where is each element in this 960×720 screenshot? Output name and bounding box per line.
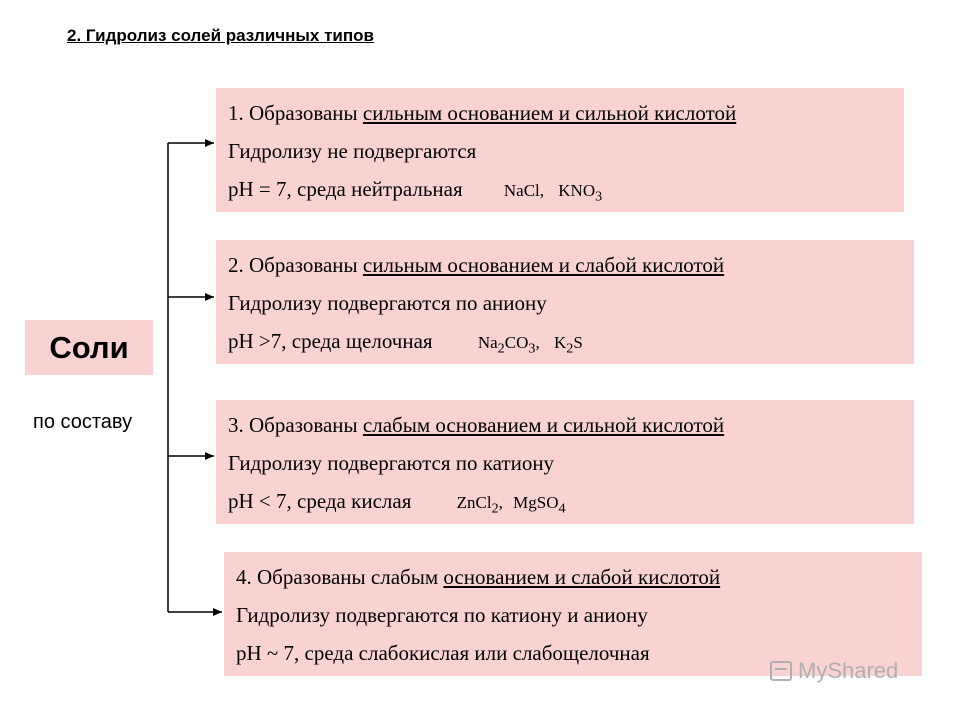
watermark-text: MyShared (798, 658, 899, 683)
watermark (770, 658, 898, 684)
formula-nacl: NaCl, (503, 181, 545, 200)
box-1-ph (228, 170, 904, 215)
box-4-prefix: 4. Образованы слабым (236, 565, 444, 589)
box-3-underlined: слабым основанием и сильной кислотой (362, 413, 725, 437)
formula-k2s-s: S (573, 333, 583, 352)
formula-kno3 (558, 181, 603, 205)
salt-type-box-1 (216, 88, 904, 212)
box-1-ph-text: pH = 7, среда нейтральная (228, 177, 463, 201)
formula-kno3-base: KNO (558, 181, 596, 200)
box-1-formation (228, 94, 904, 132)
formula-zncl2 (456, 493, 503, 517)
box-3-ph-text: pH < 7, среда кислая (228, 489, 412, 513)
box-4-underlined: основанием и слабой кислотой (443, 565, 721, 589)
formula-zncl2-comma: , (498, 493, 503, 512)
formula-na2co3-co: CO (504, 333, 529, 352)
box-2-hydrolysis: Гидролизу подвергаются по аниону (228, 291, 547, 315)
box-2-formation (228, 246, 914, 284)
box-3-formulas (456, 493, 566, 517)
root-caption: по составу (33, 411, 133, 433)
box-1-hydrolysis: Гидролизу не подвергаются (228, 139, 477, 163)
formula-mgso4-sub: 4 (558, 500, 566, 517)
formula-k2s-k: K (553, 333, 567, 352)
box-3-ph (228, 482, 914, 527)
formula-zncl2-base: ZnCl (456, 493, 492, 512)
box-4-hydrolysis: Гидролизу подвергаются по катиону и аниону (236, 603, 648, 627)
box-4-ph: pH ~ 7, среда слабокислая или слабощелочная (236, 641, 650, 665)
salt-type-box-2 (216, 240, 914, 364)
formula-na2co3-na: Na (477, 333, 498, 352)
formula-k2s (553, 333, 583, 357)
formula-kno3-sub: 3 (595, 188, 603, 205)
box-2-prefix: 2. Образованы (228, 253, 363, 277)
box-2-formulas (477, 333, 583, 357)
box-1-prefix: 1. Образованы (228, 101, 363, 125)
formula-na2co3-comma: , (535, 333, 540, 352)
formula-mgso4-base: MgSO (513, 493, 559, 512)
box-3-formation (228, 406, 914, 444)
box-2-underlined: сильным основанием и слабой кислотой (362, 253, 725, 277)
box-2-ph-text: pH >7, среда щелочная (228, 329, 433, 353)
salt-type-box-3 (216, 400, 914, 524)
formula-na2co3-sub1: 2 (497, 340, 505, 357)
box-3-hydrolysis: Гидролизу подвергаются по катиону (228, 451, 555, 475)
page-title: 2. Гидролиз солей различных типов (67, 26, 374, 45)
formula-na2co3-sub2: 3 (528, 340, 536, 357)
formula-na2co3 (477, 333, 540, 357)
root-label: Соли (49, 329, 129, 365)
box-2-ph (228, 322, 914, 367)
box-1-underlined: сильным основанием и сильной кислотой (362, 101, 737, 125)
box-1-formulas (503, 181, 603, 205)
formula-k2s-sub: 2 (566, 340, 574, 357)
presentation-icon (770, 661, 792, 681)
formula-zncl2-sub: 2 (491, 500, 499, 517)
box-3-prefix: 3. Образованы (228, 413, 363, 437)
formula-mgso4 (513, 493, 566, 517)
box-4-formation (236, 558, 922, 596)
